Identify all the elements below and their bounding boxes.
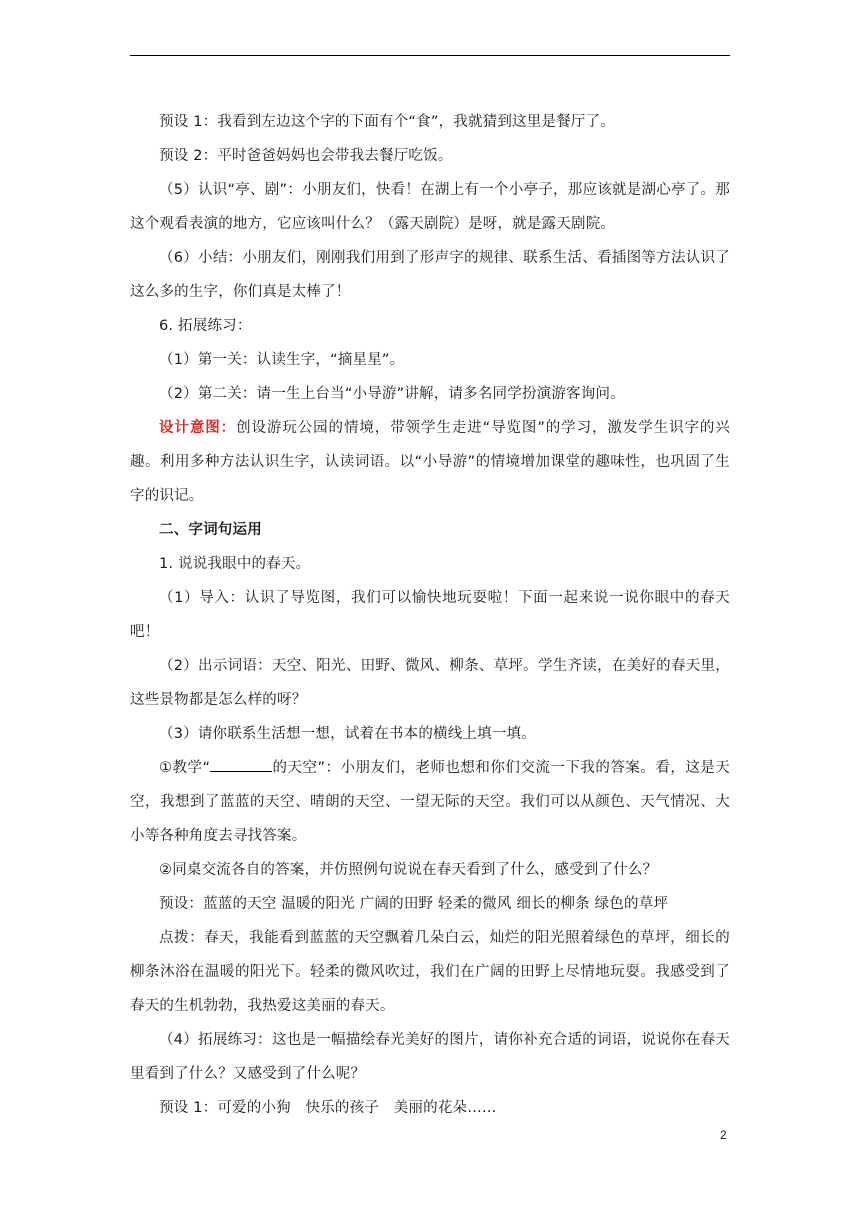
design-intent (130, 411, 730, 513)
paragraph: （1）第一关：认读生字，“摘星星”。 (159, 352, 405, 368)
fill-blank-line (210, 757, 272, 772)
design-intent-label: 设计意图： (159, 420, 237, 436)
design-intent-text: 创设游玩公园的情境，带领学生走进“导览图”的学习，激发学生识字的兴趣。利用多种方法认识生字，认读词语。以“小导游”的情境增加课堂的趣味性，也巩固了生字的识记。 (130, 420, 731, 504)
paragraph: 6. 拓展练习： (159, 318, 252, 334)
paragraph: 点拨：春天，我能看到蓝蓝的天空飘着几朵白云，灿烂的阳光照着绿色的草坪，细长的柳条沐浴在温暖的阳光下。轻柔的微风吹过，我们在广阔的田野上尽情地玩耍。我感受到了春天的生机勃勃，我热爱这美丽的春天。 (130, 930, 730, 1014)
paragraph: 预设 1：我看到左边这个字的下面有个“食”，我就猜到这里是餐厅了。 (159, 114, 615, 130)
fill-blank-suffix: 的天空”：小朋友们，老师也想和你们交流一下我的答案。看，这是天空，我想到了蓝蓝的天空、晴朗的天空、一望无际的天空。我们可以从颜色、天气情况、大小等各种角度去寻找答案。 (130, 760, 731, 844)
header-rule (130, 55, 730, 56)
paragraph: 1. 说说我眼中的春天。 (159, 556, 311, 572)
paragraph: （3）请你联系生活想一想，试着在书本的横线上填一填。 (159, 726, 536, 742)
paragraph: 预设 2：平时爸爸妈妈也会带我去餐厅吃饭。 (159, 148, 453, 164)
paragraph: （4）拓展练习：这也是一幅描绘春光美好的图片，请你补充合适的词语，说说你在春天里看到了什么？又感受到了什么呢？ (130, 1032, 730, 1082)
paragraph: （1）导入：认识了导览图，我们可以愉快地玩耍啦！下面一起来说一说你眼中的春天吧！ (130, 590, 730, 640)
paragraph: 预设 1：可爱的小狗 快乐的孩子 美丽的花朵…… (159, 1100, 497, 1116)
page-number: 2 (720, 1128, 727, 1142)
document-body (130, 105, 730, 1125)
paragraph: 预设：蓝蓝的天空 温暖的阳光 广阔的田野 轻柔的微风 细长的柳条 绿色的草坪 (159, 896, 669, 912)
fill-blank-prefix: ①教学“ (159, 760, 211, 776)
paragraph: ②同桌交流各自的答案，并仿照例句说说在春天看到了什么，感受到了什么？ (159, 862, 658, 878)
paragraph: （2）第二关：请一生上台当“小导游”讲解，请多名同学扮演游客询问。 (159, 386, 625, 402)
paragraph: （2）出示词语：天空、阳光、田野、微风、柳条、草坪。学生齐读，在美好的春天里，这些景物都是怎么样的呀？ (130, 658, 730, 708)
section-heading: 二、字词句运用 (159, 522, 262, 538)
fill-blank-paragraph (130, 751, 730, 853)
paragraph: （6）小结：小朋友们，刚刚我们用到了形声字的规律、联系生活、看插图等方法认识了这么多的生字，你们真是太棒了！ (130, 250, 730, 300)
paragraph: （5）认识“亭、剧”：小朋友们，快看！在湖上有一个小亭子，那应该就是湖心亭了。那这个观看表演的地方，它应该叫什么？（露天剧院）是呀，就是露天剧院。 (130, 182, 730, 232)
